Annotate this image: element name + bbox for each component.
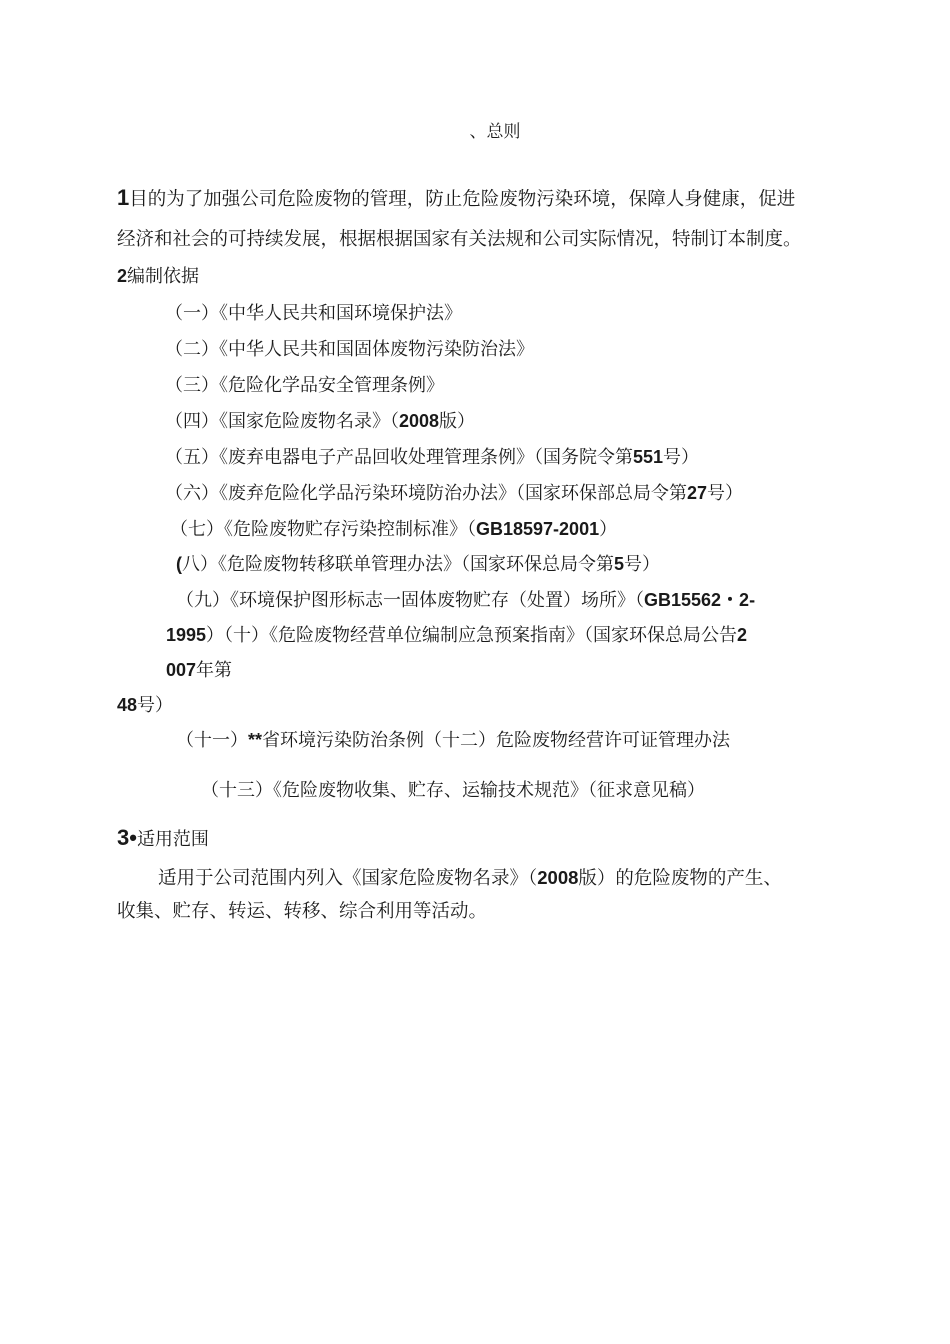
section-number: 2 [117,266,128,286]
item-text: 版） [439,411,476,432]
item-text: 号） [663,447,700,468]
item-text: （五）《废弃电器电子产品回收处理管理条例》（国务院令第 [165,447,633,468]
item-text: 号） [137,695,174,716]
basis-item [165,480,743,507]
item-number: 2008 [399,411,440,431]
basis-item [170,516,617,543]
purpose-line-1 [117,185,795,213]
item-text: （四）《国家危险废物名录》（ [165,411,399,432]
basis-item: （二）《中华人民共和国固体废物污染防治法》 [165,339,534,360]
purpose-line-2: 经济和社会的可持续发展，根据根据国家有关法规和公司实际情况，特制订本制度。 [117,229,802,250]
item-number: 551 [633,447,664,467]
purpose-text: 目的为了加强公司危险废物的管理，防止危险废物污染环境，保障人身健康，促进 [129,189,796,210]
basis-item-11 [176,727,730,754]
scope-text: 版）的危险废物的产生、 [578,868,782,889]
basis-item [165,444,699,471]
item-number: GB15562・2- [644,590,756,610]
basis-item-9-line-2 [166,622,747,649]
scope-heading [117,825,209,853]
item-text: 年第 [196,660,233,681]
item-text: 省环境污染防治条例（十二）危险废物经营许可证管理办法 [262,730,731,751]
basis-item-9-line-3 [166,657,232,684]
item-mark: ** [248,730,263,750]
basis-item: （一）《中华人民共和国环境保护法》 [165,303,462,324]
item-number: 007 [166,660,197,680]
basis-item-13: （十三）《危险废物收集、贮存、运输技术规范》（征求意见稿） [201,780,705,801]
item-number: 2 [737,625,748,645]
section-number: 1 [117,185,130,210]
basis-item: （三）《危险化学品安全管理条例》 [165,375,444,396]
item-text: （六）《废弃危险化学品污染环境防治办法》（国家环保部总局令第 [165,483,687,504]
item-number: 5 [614,554,625,574]
basis-item-9-line-1 [176,587,755,614]
item-number: 48 [117,695,138,715]
section-title: 编制依据 [127,266,200,287]
scope-line-2: 收集、贮存、转运、转移、综合利用等活动。 [117,901,488,922]
scope-number: 2008 [537,867,579,888]
item-text: 号） [707,483,744,504]
scope-text: 适用于公司范围内列入《国家危险废物名录》（ [158,868,538,889]
section-title: 适用范围 [136,829,209,850]
item-text: 八）《危险废物转移联单管理办法》（国家环保总局令第 [182,554,614,575]
basis-item [176,551,660,578]
section-number: 3• [117,825,137,850]
item-number: 27 [687,483,708,503]
item-text: （九）《环境保护图形标志一固体废物贮存（处置）场所》（ [176,590,644,611]
item-text: 号） [624,554,661,575]
section-heading: 、总则 [469,122,521,142]
item-number: 1995 [166,625,207,645]
item-text: ） [599,519,618,540]
item-paren: ( [176,554,182,574]
item-text: （七）《危险废物贮存污染控制标准》（ [170,519,476,540]
item-number: GB18597-2001 [476,519,600,539]
basis-item-9-line-4 [117,692,173,719]
item-text: （十一） [176,730,248,751]
scope-line-1 [158,865,782,892]
basis-heading [117,263,199,290]
item-text: ）（十）《危险废物经营单位编制应急预案指南》（国家环保总局公告 [206,625,738,646]
basis-item [165,408,475,435]
